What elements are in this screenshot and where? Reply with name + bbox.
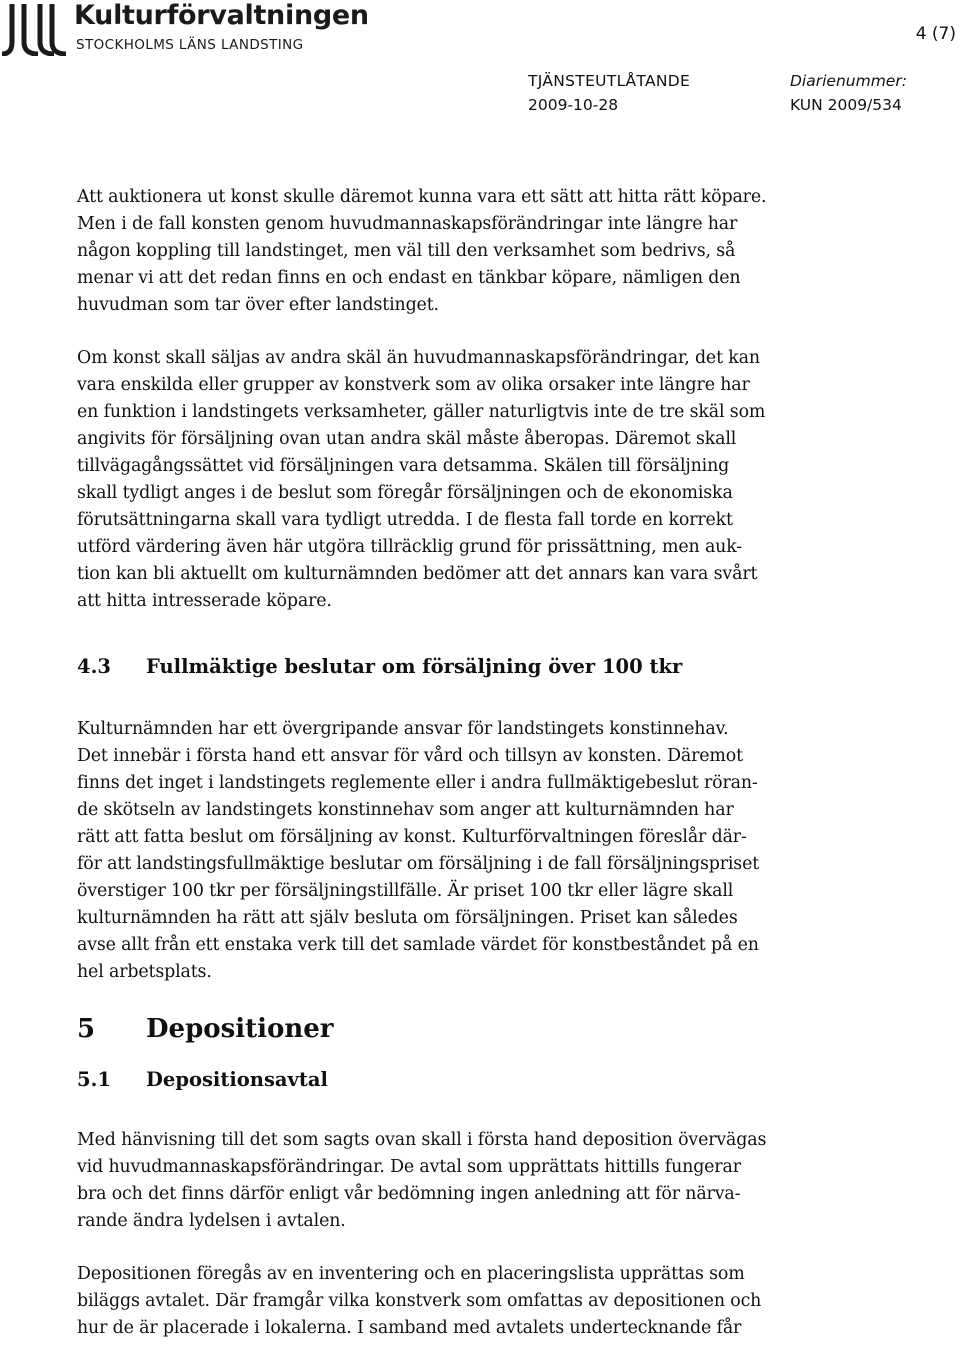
text-line: kulturnämnden ha rätt att själv besluta om försäljningen. Priset kan således	[77, 908, 738, 928]
section-heading-5	[77, 1012, 827, 1046]
text-line: vara enskilda eller grupper av konstverk som av olika orsaker inte längre har	[77, 375, 750, 395]
section-number: 4.3	[77, 655, 111, 678]
text-line: Depositionen föregås av en inventering och en placeringslista upprättas som	[77, 1264, 745, 1284]
diarie-number: KUN 2009/534	[790, 96, 902, 114]
text-line: en funktion i landstingets verksamheter, gäller naturligtvis inte de tre skäl som	[77, 402, 766, 422]
text-line: rätt att fatta beslut om försäljning av konst. Kulturförvaltningen föreslår där-	[77, 827, 747, 847]
text-line: menar vi att det redan finns en och endast en tänkbar köpare, nämligen den	[77, 268, 741, 288]
text-line: tion kan bli aktuellt om kulturnämnden bedömer att det annars kan vara svårt	[77, 564, 758, 584]
text-line: Med hänvisning till det som sagts ovan skall i första hand deposition övervägas	[77, 1130, 767, 1150]
text-line: Om konst skall säljas av andra skäl än huvudmannaskapsförändringar, det kan	[77, 348, 760, 368]
page-number: 4 (7)	[915, 24, 956, 44]
text-line: förutsättningarna skall vara tydligt utredda. I de flesta fall torde en korrekt	[77, 510, 733, 530]
org-name: Kulturförvaltningen	[74, 0, 369, 31]
text-line: rande ändra lydelsen i avtalen.	[77, 1211, 346, 1231]
text-line: Kulturnämnden har ett övergripande ansvar för landstingets konstinnehav.	[77, 719, 729, 739]
text-line: vid huvudmannaskapsförändringar. De avtal som upprättats hittills fungerar	[77, 1157, 741, 1177]
section-title: Depositionsavtal	[146, 1068, 328, 1091]
text-line: utförd värdering även här utgöra tillräcklig grund för prissättning, men auk-	[77, 537, 743, 557]
text-line: de skötseln av landstingets konstinnehav som anger att kulturnämnden har	[77, 800, 734, 820]
text-line: någon koppling till landstinget, men väl till den verksamhet som bedrivs, så	[77, 241, 736, 261]
text-line: hel arbetsplats.	[77, 962, 212, 982]
paragraph-mandate	[77, 716, 827, 986]
text-line: biläggs avtalet. Där framgår vilka konstverk som omfattas av depositionen och	[77, 1291, 762, 1311]
org-subtitle: STOCKHOLMS LÄNS LANDSTING	[76, 37, 304, 53]
text-line: för att landstingsfullmäktige beslutar om försäljning i de fall försäljningspriset	[77, 854, 760, 874]
section-heading-5-1	[77, 1066, 827, 1093]
text-line: finns det inget i landstingets reglemente eller i andra fullmäktigebeslut röran-	[77, 773, 758, 793]
paragraph-other-reasons	[77, 345, 827, 615]
landsting-logo-mark-icon	[2, 2, 68, 56]
paragraph-inventory	[77, 1261, 827, 1342]
paragraph-deposition-agreement	[77, 1127, 827, 1235]
text-line: bra och det finns därför enligt vår bedömning ingen anledning att för närva-	[77, 1184, 741, 1204]
section-number: 5.1	[77, 1068, 111, 1091]
text-line: att hitta intresserade köpare.	[77, 591, 332, 611]
section-heading-4-3	[77, 653, 827, 680]
text-line: överstiger 100 tkr per försäljningstillfälle. Är priset 100 tkr eller lägre skall	[77, 881, 734, 901]
text-line: hur de är placerade i lokalerna. I samband med avtalets undertecknande får	[77, 1318, 742, 1338]
text-line: Men i de fall konsten genom huvudmannaskapsförändringar inte längre har	[77, 214, 738, 234]
text-line: tillvägagångssättet vid försäljningen vara detsamma. Skälen till försäljning	[77, 456, 730, 476]
org-logo	[2, 2, 382, 58]
diarie-label: Diarienummer:	[790, 72, 907, 90]
document-date: 2009-10-28	[528, 96, 619, 114]
text-line: skall tydligt anges i de beslut som föregår försäljningen och de ekonomiska	[77, 483, 733, 503]
document-body	[77, 176, 827, 1342]
text-line: huvudman som tar över efter landstinget.	[77, 295, 439, 315]
text-line: avse allt från ett enstaka verk till det samlade värdet för konstbeståndet på en	[77, 935, 759, 955]
text-line: angivits för försäljning ovan utan andra skäl måste åberopas. Däremot skall	[77, 429, 737, 449]
text-line: Att auktionera ut konst skulle däremot kunna vara ett sätt att hitta rätt köpare.	[77, 187, 767, 207]
section-title: Depositioner	[146, 1014, 334, 1044]
document-type: TJÄNSTEUTLÅTANDE	[528, 72, 691, 90]
paragraph-auction	[77, 184, 827, 319]
text-line: Det innebär i första hand ett ansvar för vård och tillsyn av konsten. Däremot	[77, 746, 743, 766]
section-title: Fullmäktige beslutar om försäljning över 100 tkr	[146, 655, 683, 678]
section-number: 5	[77, 1014, 96, 1044]
